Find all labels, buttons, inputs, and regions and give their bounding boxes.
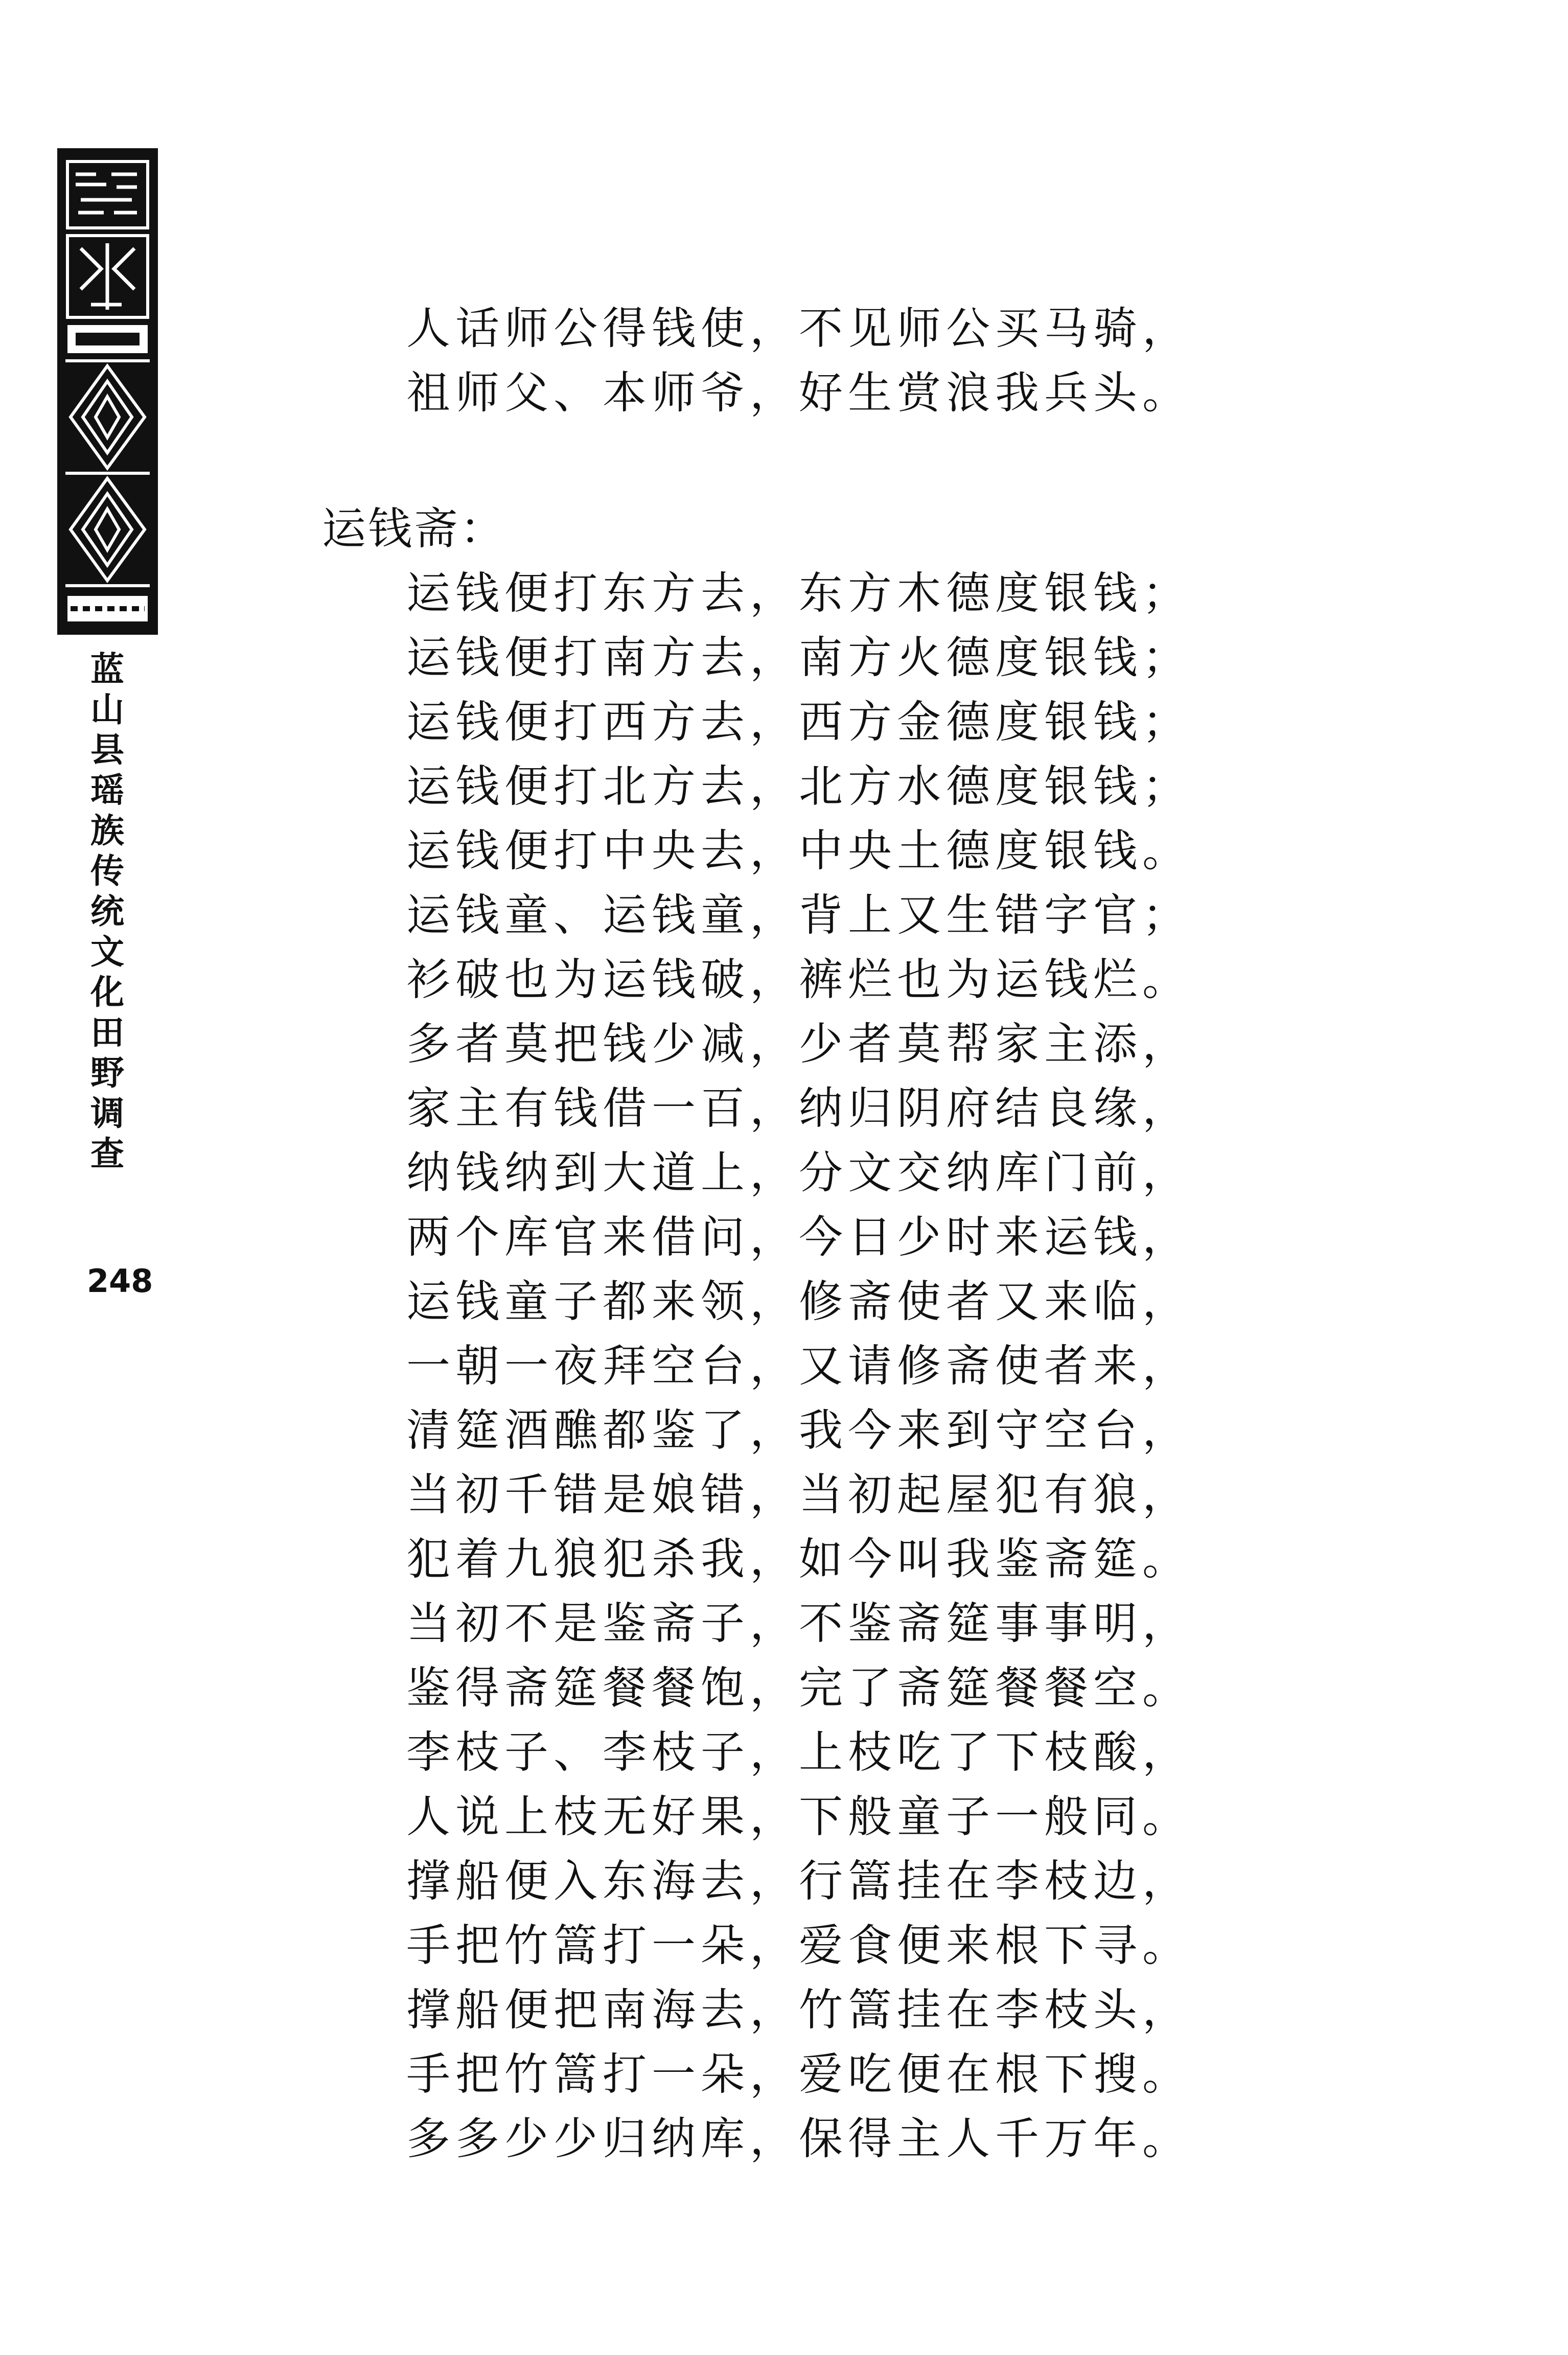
verse-line: 撑船便把南海去，竹篙挂在李枝头，	[406, 1984, 1191, 2036]
title-char: 族	[90, 811, 124, 850]
verse-line: 运钱便打北方去，北方水德度银钱；	[406, 761, 1191, 812]
verse-line: 运钱便打东方去，东方木德度银钱；	[406, 568, 1191, 619]
verse-line: 撑船便入东海去，行篙挂在李枝边，	[406, 1856, 1191, 1907]
verse-line: 人话师公得钱使，不见师公买马骑，	[406, 303, 1191, 354]
title-char: 查	[90, 1134, 124, 1173]
title-char: 瑶	[90, 771, 124, 810]
verse-line: 运钱便打中央去，中央土德度银钱。	[406, 825, 1191, 876]
page-number: 248	[87, 1262, 153, 1300]
title-char: 野	[90, 1053, 124, 1093]
verse-line: 鉴得斋筵餐餐饱，完了斋筵餐餐空。	[406, 1663, 1191, 1714]
title-char: 文	[90, 932, 124, 972]
verse-line: 手把竹篙打一朵，爱吃便在根下搜。	[406, 2049, 1191, 2100]
verse-line: 运钱便打西方去，西方金德度银钱；	[406, 697, 1191, 748]
verse-line: 当初千错是娘错，当初起屋犯有狼，	[406, 1469, 1191, 1520]
title-char: 县	[90, 730, 124, 770]
verse-line: 运钱童子都来领，修斋使者又来临，	[406, 1276, 1191, 1327]
title-char: 蓝	[90, 650, 124, 689]
title-char: 山	[90, 690, 124, 729]
book-title-vertical	[77, 649, 138, 1174]
verse-line: 多者莫把钱少减，少者莫帮家主添，	[406, 1019, 1191, 1070]
verse-line: 犯着九狼犯杀我，如今叫我鉴斋筵。	[406, 1534, 1191, 1585]
verse-line: 李枝子、李枝子，上枝吃了下枝酸，	[406, 1727, 1191, 1778]
verse-line: 一朝一夜拜空台，又请修斋使者来，	[406, 1341, 1191, 1392]
verse-line: 纳钱纳到大道上，分文交纳库门前，	[406, 1147, 1191, 1198]
verse-line: 多多少少归纳库，保得主人千万年。	[406, 2113, 1191, 2164]
verse-line: 运钱便打南方去，南方火德度银钱；	[406, 632, 1191, 683]
banner-pattern-icon	[60, 151, 155, 632]
title-char: 田	[90, 1013, 124, 1052]
decorative-banner	[57, 148, 158, 635]
title-char: 统	[90, 892, 124, 931]
verse-line: 衫破也为运钱破，裤烂也为运钱烂。	[406, 954, 1191, 1005]
section-stanza	[322, 561, 1446, 2171]
verse-line: 人说上枝无好果，下般童子一般同。	[406, 1791, 1191, 1842]
verse-line: 手把竹篙打一朵，爱食便来根下寻。	[406, 1920, 1191, 1971]
verse-line: 当初不是鉴斋子，不鉴斋筵事事明，	[406, 1598, 1191, 1649]
verse-line: 清筵酒醮都鉴了，我今来到守空台，	[406, 1405, 1191, 1456]
title-char: 化	[90, 973, 124, 1012]
intro-stanza	[322, 296, 1446, 425]
main-text	[322, 296, 1446, 2171]
verse-line: 祖师父、本师爷，好生赏浪我兵头。	[406, 367, 1191, 419]
section-heading: 运钱斋：	[322, 503, 506, 555]
verse-line: 两个库官来借问，今日少时来运钱，	[406, 1212, 1191, 1263]
title-char: 传	[90, 851, 124, 891]
verse-line: 家主有钱借一百，纳归阴府结良缘，	[406, 1083, 1191, 1134]
title-char: 调	[90, 1094, 124, 1133]
verse-line: 运钱童、运钱童，背上又生错字官；	[406, 890, 1191, 941]
